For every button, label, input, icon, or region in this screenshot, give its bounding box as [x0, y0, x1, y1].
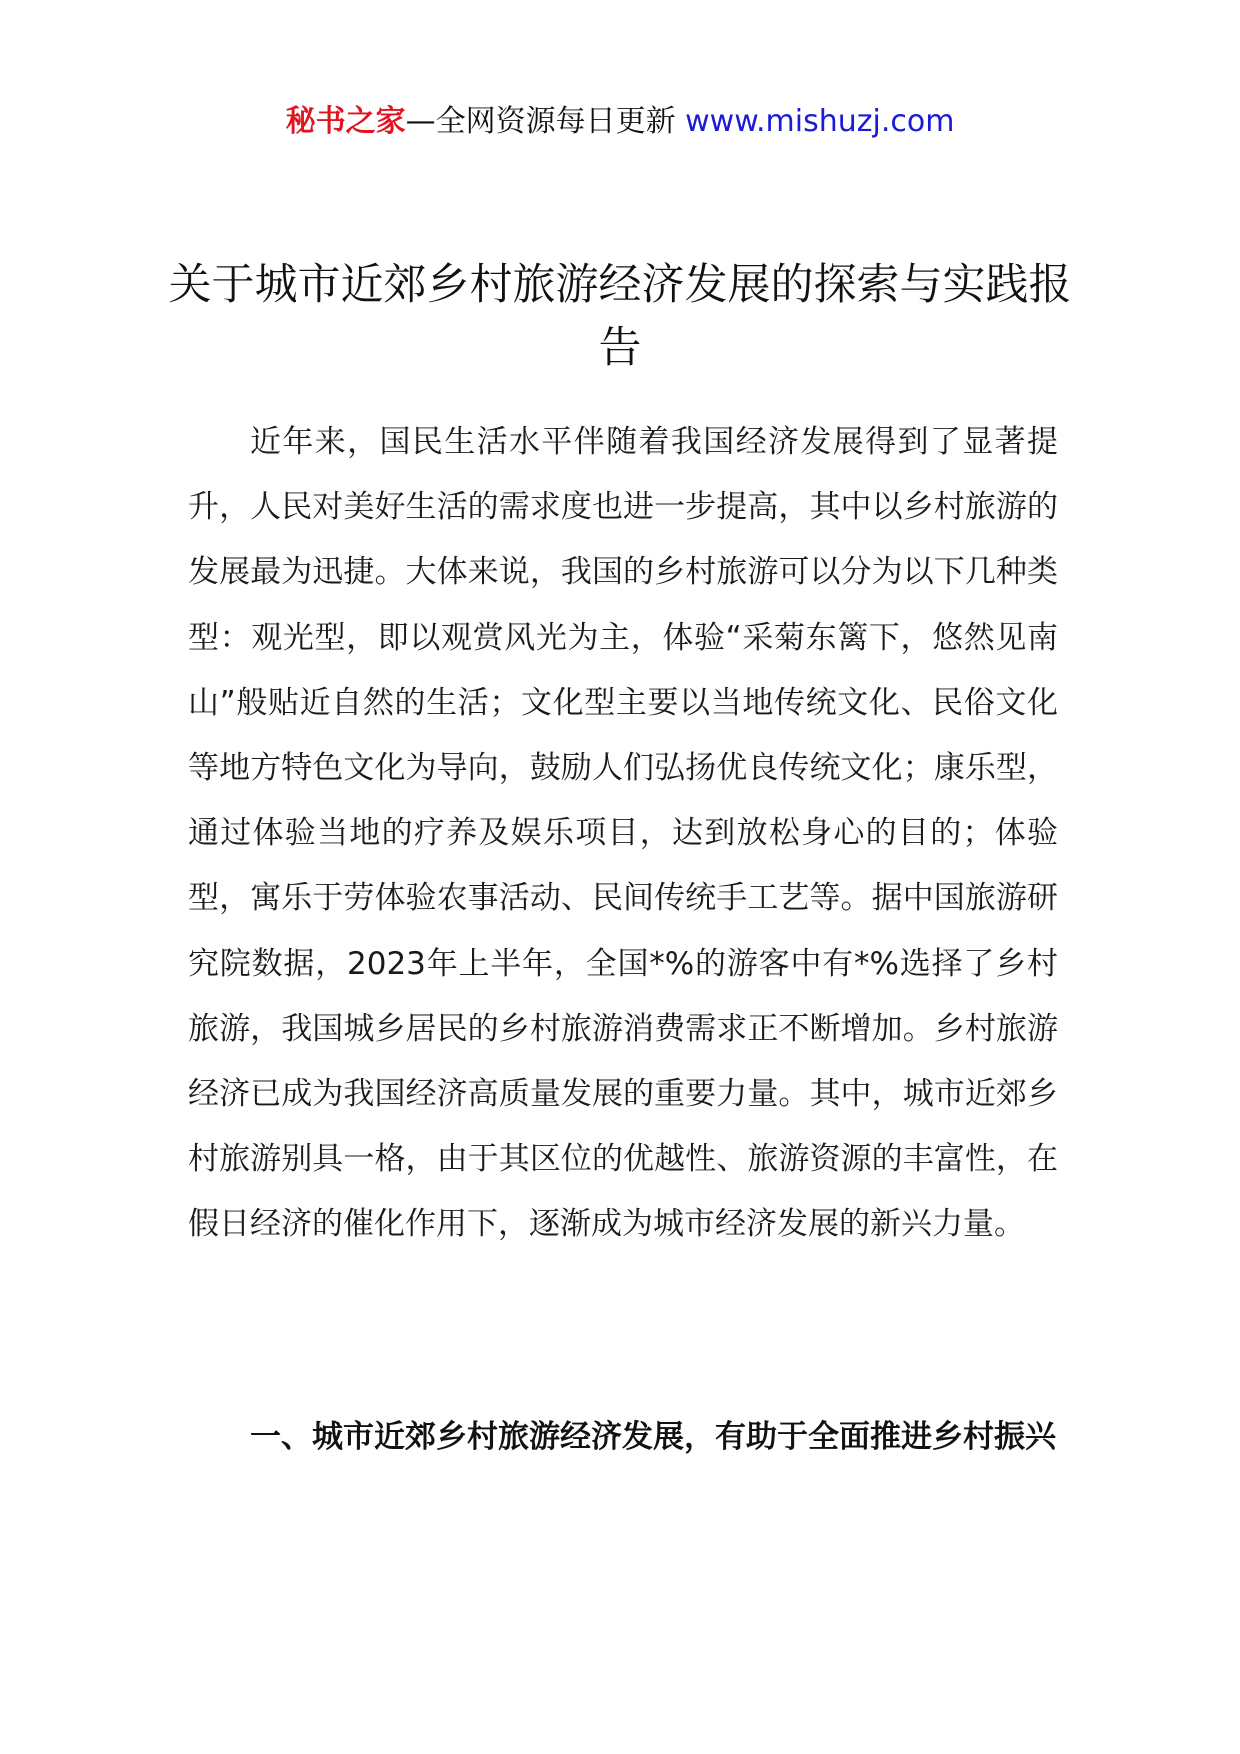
- section-heading-1: 一、城市近郊乡村旅游经济发展，有助于全面推进乡村振兴: [250, 1419, 1056, 1455]
- site-url-link[interactable]: www.mishuzj.com: [685, 104, 955, 139]
- site-header: [0, 100, 1240, 144]
- intro-paragraph: 近年来，国民生活水平伴随着我国经济发展得到了显著提升，人民对美好生活的需求度也进一步提高，其中以乡村旅游的发展最为迅捷。大体来说，我国的乡村旅游可以分为以下几种类型：观光型，即以观赏风光为主，体验“采菊东篱下，悠然见南山”般贴近自然的生活；文化型主要以当地传统文化、民俗文化等地方特色文化为导向，鼓励人们弘扬优良传统文化；康乐型，通过体验当地的疗养及娱乐项目，达到放松身心的目的；体验型，寓乐于劳体验农事活动、民间传统手工艺等。据中国旅游研究院数据，2023年上半年，全国*%的游客中有*%选择了乡村旅游，我国城乡居民的乡村旅游消费需求正不断增加。乡村旅游经济已成为我国经济高质量发展的重要力量。其中，城市近郊乡村旅游别具一格，由于其区位的优越性、旅游资源的丰富性，在假日经济的催化作用下，逐渐成为城市经济发展的新兴力量。: [188, 424, 1058, 1243]
- document-title: 关于城市近郊乡村旅游经济发展的探索与实践报告: [168, 260, 1072, 373]
- header-tagline: —全网资源每日更新: [405, 104, 676, 139]
- brand-name: 秘书之家: [285, 104, 406, 139]
